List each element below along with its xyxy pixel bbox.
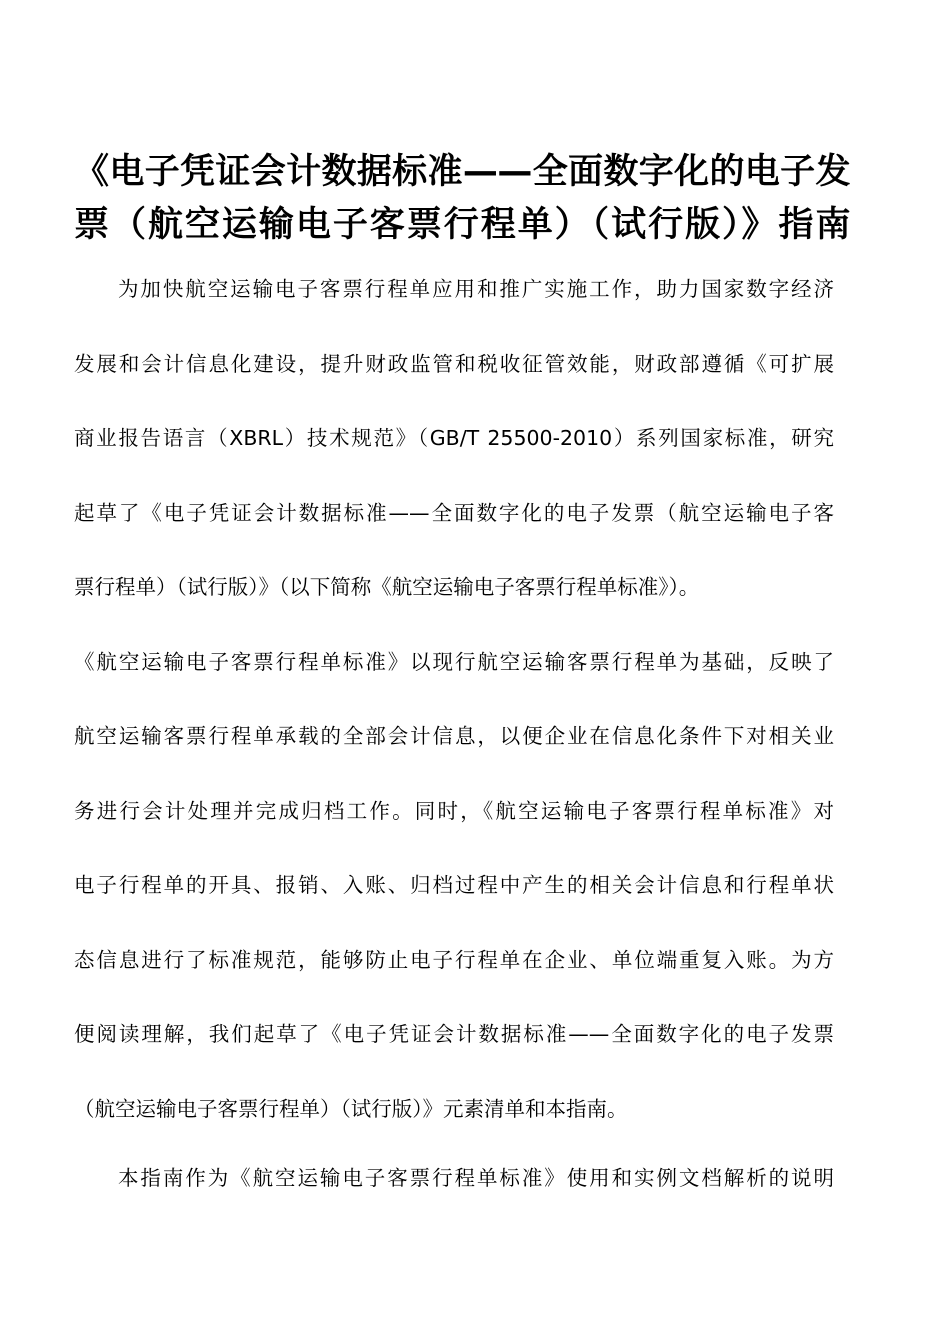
body-paragraph-2 (74, 1141, 834, 1216)
text-line: 发展和会计信息化建设，提升财政监管和税收征管效能，财政部遵循《可扩展 (74, 351, 834, 376)
title-line: 票（航空运输电子客票行程单）（试行版）》指南 (74, 205, 850, 245)
text-line: 态信息进行了标准规范，能够防止电子行程单在企业、单位端重复入账。为方 (74, 947, 834, 972)
document-title (74, 146, 850, 252)
text-line: （航空运输电子客票行程单）（试行版）》元素清单和本指南。 (74, 1096, 628, 1121)
body-paragraph-1 (74, 252, 834, 1146)
text-line: 便阅读理解，我们起草了《电子凭证会计数据标准——全面数字化的电子发票 (74, 1022, 834, 1046)
text-line: 票行程单）（试行版）》（以下简称《航空运输电子客票行程单标准》）。 (74, 575, 700, 599)
text-line: 本指南作为《航空运输电子客票行程单标准》使用和实例文档解析的说明 (118, 1166, 834, 1190)
title-line: 《电子凭证会计数据标准——全面数字化的电子发 (74, 152, 850, 192)
text-line: 航空运输客票行程单承载的全部会计信息，以便企业在信息化条件下对相关业 (74, 724, 834, 748)
text-line: 为加快航空运输电子客票行程单应用和推广实施工作，助力国家数字经济 (118, 277, 834, 301)
text-line: 起草了《电子凭证会计数据标准——全面数字化的电子发票（航空运输电子客 (74, 500, 834, 525)
text-line: 《航空运输电子客票行程单标准》以现行航空运输客票行程单为基础，反映了 (74, 649, 834, 674)
text-line: 商业报告语言（XBRL）技术规范》（GB/T 25500-2010）系列国家标准，研究 (74, 426, 834, 450)
text-line: 务进行会计处理并完成归档工作。同时，《航空运输电子客票行程单标准》对 (74, 798, 834, 823)
text-line: 电子行程单的开具、报销、入账、归档过程中产生的相关会计信息和行程单状 (74, 873, 834, 897)
